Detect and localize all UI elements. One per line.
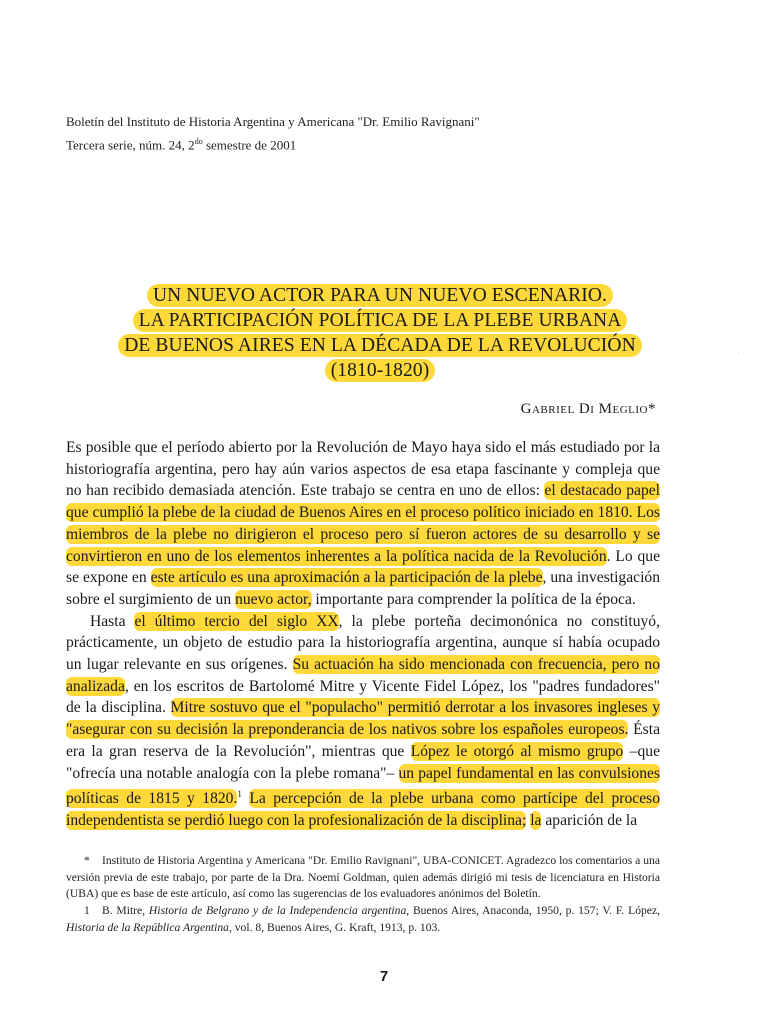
journal-issue-sup: do xyxy=(194,137,203,146)
p2-text-2: , la plebe porteña decimonónica no constituyó, prácticamente, un objeto de estudio para la historiografía argentina, aunque sí había ocupado un lugar relevante en sus orígenes. xyxy=(66,612,660,674)
title-line-3-text: DE BUENOS AIRES EN LA DÉCADA DE LA REVOLUCIÓN xyxy=(118,334,642,357)
p2-text-6: aparición de la xyxy=(541,812,638,830)
footnote-1-book-1: Historia de Belgrano y de la Independencia argentina xyxy=(148,904,407,918)
p2-highlight-2: Su actuación ha sido mencionada con frecuencia, pero no analizada xyxy=(66,656,660,695)
p1-highlight-2: este artículo es una aproximación a la participación de la plebe xyxy=(150,569,543,587)
title-line-3 xyxy=(60,333,700,358)
p2-highlight-3: Mitre sostuvo que el "populacho" permitió derrotar a los invasores ingleses y "asegurar con su decisión la preponderancia de los nativos sobre los españoles europeos. xyxy=(66,699,660,739)
p2-highlight-1: el último tercio del siglo XX xyxy=(134,612,339,630)
p2-text-1: Hasta xyxy=(90,612,135,630)
page-number: 7 xyxy=(379,968,389,985)
footnote-1 xyxy=(66,903,660,936)
p1-highlight-1: el destacado papel que cumplió la plebe de la ciudad de Buenos Aires en el proceso político iniciado en 1810. Los miembros de la plebe no dirigieron el proceso pero sí fueron actores de su desarrollo y se convirtieron en uno de los elementos inherentes a la política nacida de la Revolución xyxy=(66,482,661,565)
p2-highlight-7: la xyxy=(530,812,542,830)
footnote-star-text: Instituto de Historia Argentina y Americana "Dr. Emilio Ravignani", UBA-CONICET. Agradezco los comentarios a una versión previa de este trabajo, por parte de la Dra. Noemí Goldman, quien además dirigió mi tesis de licenciatura en Historia (UBA) que es base de este artículo, así como las sugerencias de los evaluadores anónimos del Boletín. xyxy=(66,854,660,901)
p1-text-3: , una investigación sobre el surgimiento de un xyxy=(66,569,660,608)
footnote-ref-1[interactable]: 1 xyxy=(237,789,242,800)
title-line-4 xyxy=(60,358,700,383)
article-body xyxy=(66,437,660,832)
p2-highlight-5: un papel fundamental en las convulsiones políticas de 1815 y 1820. xyxy=(66,764,660,808)
title-line-4-text: (1810-1820) xyxy=(325,359,436,382)
author-name: Gabriel Di Meglio* xyxy=(520,401,656,417)
p2-text-3: , en los escritos de Bartolomé Mitre y Vicente Fidel López, los "padres fundadores" de la disciplina. xyxy=(66,677,660,717)
journal-name: Boletín del Instituto de Historia Argentina y Americana "Dr. Emilio Ravignani" xyxy=(66,114,480,129)
title-line-1 xyxy=(60,283,700,308)
footnote-1-book-2: Historia de la República Argentina xyxy=(66,920,229,934)
footnote-star xyxy=(66,853,660,903)
title-line-2 xyxy=(60,308,700,333)
title-line-2-text: LA PARTICIPACIÓN POLÍTICA DE LA PLEBE URBANA xyxy=(133,309,628,332)
p1-text-4: importante para comprender la política de la época. xyxy=(311,590,636,608)
p2-highlight-4: López le otorgó al mismo grupo xyxy=(410,742,624,760)
paragraph-1 xyxy=(66,437,660,611)
journal-issue-text: Tercera serie, núm. 24, 2 xyxy=(66,137,195,153)
footnote-1-text-c: , Buenos Aires, Anaconda, 1950, p. 157; V. F. López, xyxy=(406,904,660,918)
p1-text-2: . Lo que se expone en xyxy=(66,547,660,587)
p2-text-4: Ésta era la gran reserva de la Revolución", mientras que xyxy=(66,721,661,760)
paragraph-2 xyxy=(66,611,660,832)
journal-issue-date: semestre de 2001 xyxy=(202,137,297,153)
p2-highlight-6: La percepción de la plebe urbana como partícipe del proceso independentista se perdió luego con la profesionalización de la disciplina; xyxy=(66,790,660,830)
article-title xyxy=(60,283,700,383)
scan-speck: · xyxy=(737,348,740,358)
footnote-1-text-a: B. Mitre, xyxy=(102,904,149,918)
journal-header xyxy=(66,112,686,155)
p1-text-1: Es posible que el período abierto por la Revolución de Mayo haya sido el más estudiado por la historiografía argentina, pero hay aún varios aspectos de esa etapa fascinante y compleja que no han recibido demasiada atención. Este trabajo se centra en uno de ellos: xyxy=(66,439,660,500)
footnote-1-mark: 1 xyxy=(84,904,90,918)
title-line-1-text: UN NUEVO ACTOR PARA UN NUEVO ESCENARIO. xyxy=(147,284,613,307)
footnote-1-text-e: , vol. 8, Buenos Aires, G. Kraft, 1913, p. 103. xyxy=(228,920,441,934)
footnote-star-mark: * xyxy=(84,854,90,867)
journal-issue xyxy=(66,132,686,155)
p2-text-5: –que "ofrecía una notable analogía con la plebe romana"– xyxy=(66,742,660,782)
p1-highlight-3: nuevo actor, xyxy=(235,590,312,608)
footnotes xyxy=(66,853,660,937)
